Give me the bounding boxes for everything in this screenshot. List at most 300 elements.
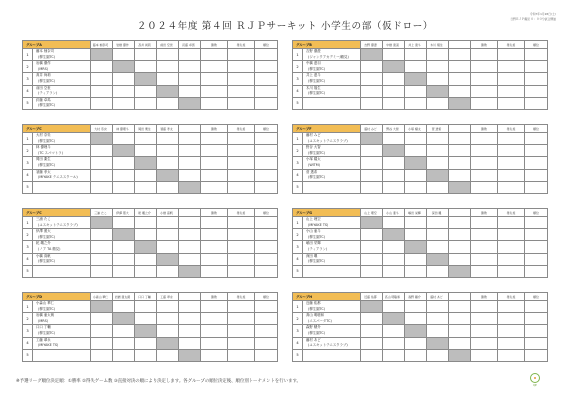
player-club: (ティアラン) — [308, 246, 328, 251]
column-header-win: 勝敗 — [471, 125, 498, 133]
player-name: 三浦 たこ — [36, 217, 51, 221]
player-number: 1 — [23, 301, 33, 313]
player-cell — [303, 241, 361, 253]
opponent-name: 木川 翔生 — [430, 42, 443, 47]
player-number: 1 — [23, 217, 33, 229]
column-header-win: 勝敗 — [201, 209, 228, 217]
win-cell — [201, 145, 228, 157]
player-number: 2 — [23, 61, 33, 73]
score-cell — [179, 253, 201, 265]
score-cell — [405, 265, 427, 277]
win-cell — [201, 157, 228, 169]
self-match-cell — [135, 73, 157, 85]
opponent-column-header — [361, 125, 383, 133]
win-cell — [201, 265, 228, 277]
player-cell — [303, 61, 361, 73]
rank-cell — [525, 253, 548, 265]
player-name: 井上 達斗 — [306, 73, 321, 78]
opponent-column-header — [405, 293, 427, 301]
column-header-games: 得失差 — [228, 41, 255, 49]
score-cell — [383, 157, 405, 169]
player-row — [293, 169, 548, 181]
player-cell — [303, 265, 361, 277]
score-cell — [91, 253, 113, 265]
player-club: (柳生園TC) — [308, 175, 326, 180]
score-cell — [361, 337, 383, 349]
player-cell — [33, 97, 91, 109]
score-cell — [135, 169, 157, 181]
group-header-row — [23, 41, 278, 49]
player-cell — [303, 217, 361, 229]
score-cell — [157, 61, 179, 73]
opponent-column-header — [135, 293, 157, 301]
player-club: (ノア TA 鶴見) — [38, 246, 61, 251]
score-cell — [405, 145, 427, 157]
self-match-cell — [383, 61, 405, 73]
player-number: 4 — [23, 337, 33, 349]
games-cell — [498, 49, 525, 61]
column-header-win: 勝敗 — [201, 41, 228, 49]
win-cell — [471, 181, 498, 193]
score-cell — [449, 241, 471, 253]
self-match-cell — [405, 241, 427, 253]
player-name: 小橋 高帆 — [36, 253, 51, 258]
score-cell — [113, 49, 135, 61]
games-cell — [498, 313, 525, 325]
player-name: 嶋田 栄輝 — [306, 241, 321, 246]
column-header-games: 得失差 — [228, 125, 255, 133]
score-cell — [157, 241, 179, 253]
win-cell — [471, 85, 498, 97]
win-cell — [471, 73, 498, 85]
player-number: 3 — [293, 157, 303, 169]
player-club: (柳生園TC) — [308, 306, 326, 311]
opponent-name: 髙山 明聡和 — [384, 294, 401, 299]
self-match-cell — [427, 253, 449, 265]
score-cell — [179, 325, 201, 337]
score-cell — [179, 133, 201, 145]
score-cell — [405, 133, 427, 145]
opponent-name: 岡田 栗生 — [138, 126, 151, 131]
score-cell — [405, 229, 427, 241]
opponent-name: 小森山 華仁 — [92, 294, 109, 299]
player-club: (柳生園TC) — [38, 78, 56, 83]
player-name: 藤村 あど — [306, 337, 321, 342]
opponent-name: 工藤 翠永 — [160, 294, 173, 299]
score-cell — [383, 217, 405, 229]
player-club: (MRS) — [38, 66, 49, 71]
score-cell — [383, 325, 405, 337]
score-cell — [91, 325, 113, 337]
games-cell — [228, 133, 255, 145]
score-cell — [361, 145, 383, 157]
player-name: 岩橋 亜太朗 — [36, 313, 55, 318]
player-row — [293, 217, 548, 229]
score-cell — [449, 61, 471, 73]
score-cell — [135, 253, 157, 265]
score-cell — [135, 337, 157, 349]
player-row — [23, 169, 278, 181]
score-cell — [361, 61, 383, 73]
player-number: 1 — [293, 217, 303, 229]
score-cell — [361, 265, 383, 277]
score-cell — [383, 85, 405, 97]
player-club: (柳生園TC) — [308, 330, 326, 335]
column-header-rank: 順位 — [525, 125, 548, 133]
win-cell — [201, 73, 228, 85]
games-cell — [498, 301, 525, 313]
player-number: 1 — [23, 133, 33, 145]
rank-cell — [525, 241, 548, 253]
rank-cell — [525, 325, 548, 337]
player-row — [293, 253, 548, 265]
score-cell — [113, 169, 135, 181]
win-cell — [201, 49, 228, 61]
games-cell — [228, 145, 255, 157]
score-cell — [135, 61, 157, 73]
player-number: 2 — [293, 313, 303, 325]
player-cell — [33, 241, 91, 253]
opponent-name: 前田 空世 — [160, 42, 173, 47]
player-cell — [33, 229, 91, 241]
rank-cell — [255, 85, 278, 97]
score-cell — [135, 133, 157, 145]
player-row — [293, 97, 548, 109]
opponent-column-header — [135, 209, 157, 217]
player-row — [23, 337, 278, 349]
games-cell — [498, 169, 525, 181]
self-match-cell — [427, 169, 449, 181]
opponent-name: 菅 透希 — [431, 126, 442, 131]
win-cell — [201, 241, 228, 253]
rank-cell — [525, 61, 548, 73]
player-row — [23, 157, 278, 169]
opponent-column-header — [405, 41, 427, 49]
score-cell — [113, 325, 135, 337]
score-cell — [361, 253, 383, 265]
player-club: (柳生園TC) — [38, 330, 56, 335]
rank-cell — [255, 49, 278, 61]
rank-cell — [255, 325, 278, 337]
player-row — [293, 181, 548, 193]
opponent-name: 乾 颯之介 — [138, 210, 151, 215]
score-cell — [91, 73, 113, 85]
opponent-column-header — [427, 293, 449, 301]
group-block — [292, 124, 547, 194]
self-match-cell — [361, 49, 383, 61]
opponent-name: 小塚 耀太 — [408, 126, 421, 131]
group-block — [22, 208, 277, 278]
score-cell — [449, 157, 471, 169]
player-cell — [303, 313, 361, 325]
player-number: 2 — [293, 145, 303, 157]
score-cell — [449, 73, 471, 85]
player-name: 菅 透希 — [306, 169, 318, 174]
player-club: (ユスキットテニスクラブ) — [308, 138, 348, 143]
score-cell — [405, 61, 427, 73]
rank-cell — [255, 169, 278, 181]
player-name: 工藤 翠永 — [36, 337, 51, 342]
player-cell — [303, 229, 361, 241]
player-number: 1 — [293, 301, 303, 313]
player-club: (ユスキットテニスクラブ) — [38, 222, 78, 227]
opponent-name: 井上 達斗 — [408, 42, 421, 47]
player-club: (柳生園TC) — [38, 103, 56, 108]
player-row — [293, 265, 548, 277]
player-cell — [303, 49, 361, 61]
win-cell — [471, 265, 498, 277]
win-cell — [201, 97, 228, 109]
score-cell — [427, 97, 449, 109]
player-row — [293, 49, 548, 61]
score-cell — [91, 313, 113, 325]
score-cell — [157, 325, 179, 337]
opponent-column-header — [135, 125, 157, 133]
player-number: 1 — [293, 133, 303, 145]
opponent-column-header — [113, 209, 135, 217]
group-table — [292, 208, 548, 278]
score-cell — [361, 325, 383, 337]
player-number: 4 — [293, 253, 303, 265]
opponent-name: 伊澤 照大 — [116, 210, 129, 215]
opponent-column-header — [361, 293, 383, 301]
score-cell — [135, 181, 157, 193]
score-cell — [361, 73, 383, 85]
score-cell — [157, 145, 179, 157]
player-club: (TC スパマトラ) — [38, 150, 63, 155]
games-cell — [228, 337, 255, 349]
player-cell — [33, 49, 91, 61]
group-block — [22, 124, 277, 194]
player-name: 伊澤 照大 — [36, 229, 51, 234]
group-name: グループH — [293, 293, 361, 301]
player-cell — [303, 325, 361, 337]
win-cell — [201, 253, 228, 265]
win-cell — [201, 301, 228, 313]
player-cell — [33, 313, 91, 325]
score-cell — [91, 97, 113, 109]
games-cell — [498, 229, 525, 241]
player-row — [293, 157, 548, 169]
score-cell — [361, 313, 383, 325]
player-cell — [33, 349, 91, 361]
win-cell — [471, 229, 498, 241]
player-row — [23, 85, 278, 97]
win-cell — [471, 349, 498, 361]
player-name: 口口 丁輔 — [36, 325, 51, 330]
player-name: 吉野 優澄 — [306, 49, 321, 53]
group-table — [22, 124, 278, 194]
score-cell — [427, 73, 449, 85]
player-cell — [303, 349, 361, 361]
player-club: (柳生園TC) — [308, 150, 326, 155]
player-club: (柳生園TC) — [38, 306, 56, 311]
self-match-cell — [449, 349, 471, 361]
score-cell — [427, 265, 449, 277]
player-number: 4 — [23, 253, 33, 265]
score-cell — [405, 97, 427, 109]
games-cell — [228, 241, 255, 253]
score-cell — [179, 241, 201, 253]
opponent-name: 嶋田 栄輝 — [408, 210, 421, 215]
score-cell — [449, 229, 471, 241]
rank-cell — [525, 73, 548, 85]
rank-cell — [255, 133, 278, 145]
score-cell — [179, 49, 201, 61]
score-cell — [427, 349, 449, 361]
self-match-cell — [449, 97, 471, 109]
player-name: 深田 颯 — [306, 253, 318, 258]
score-cell — [179, 169, 201, 181]
opponent-column-header — [361, 209, 383, 217]
games-cell — [228, 265, 255, 277]
player-row — [293, 85, 548, 97]
column-header-games: 得失差 — [498, 209, 525, 217]
player-cell — [33, 325, 91, 337]
player-name: 須藤 孝太 — [36, 169, 51, 174]
self-match-cell — [405, 73, 427, 85]
player-row — [293, 301, 548, 313]
score-cell — [91, 229, 113, 241]
rank-cell — [525, 217, 548, 229]
score-cell — [361, 241, 383, 253]
rank-cell — [255, 157, 278, 169]
score-cell — [449, 217, 471, 229]
self-match-cell — [157, 85, 179, 97]
win-cell — [471, 133, 498, 145]
player-club: (MRS) — [38, 318, 49, 323]
win-cell — [471, 241, 498, 253]
score-cell — [91, 85, 113, 97]
opponent-name: 大村 奈央 — [94, 126, 107, 131]
win-cell — [471, 157, 498, 169]
group-header-row — [23, 125, 278, 133]
opponent-name: 釘藤 卓馬 — [182, 42, 195, 47]
games-cell — [228, 181, 255, 193]
score-cell — [405, 49, 427, 61]
player-cell — [303, 157, 361, 169]
player-cell — [303, 253, 361, 265]
win-cell — [201, 85, 228, 97]
player-number: 4 — [23, 169, 33, 181]
score-cell — [383, 265, 405, 277]
score-cell — [157, 73, 179, 85]
player-row — [23, 61, 278, 73]
self-match-cell — [179, 181, 201, 193]
opponent-column-header — [427, 209, 449, 217]
score-cell — [383, 49, 405, 61]
games-cell — [228, 169, 255, 181]
player-cell — [303, 85, 361, 97]
column-header-rank: 順位 — [255, 41, 278, 49]
score-cell — [361, 181, 383, 193]
group-name: グループA — [23, 41, 91, 49]
score-cell — [179, 313, 201, 325]
player-cell — [33, 301, 91, 313]
games-cell — [498, 337, 525, 349]
score-cell — [383, 241, 405, 253]
player-number: 3 — [23, 157, 33, 169]
group-name: グループD — [23, 293, 91, 301]
player-number: 5 — [23, 181, 33, 193]
win-cell — [471, 313, 498, 325]
self-match-cell — [383, 313, 405, 325]
column-header-win: 勝敗 — [471, 41, 498, 49]
rank-cell — [255, 241, 278, 253]
opponent-name: 野谷 大智 — [386, 126, 399, 131]
score-cell — [427, 61, 449, 73]
player-number: 5 — [293, 181, 303, 193]
player-name: 乾 颯之介 — [36, 241, 51, 246]
group-name: グループC — [23, 209, 91, 217]
opponent-name: 吉野 優澄 — [364, 42, 377, 47]
win-cell — [201, 169, 228, 181]
player-number: 1 — [23, 49, 33, 61]
opponent-column-header — [157, 125, 179, 133]
player-club: (柳生園TC) — [308, 234, 326, 239]
player-row — [23, 133, 278, 145]
opponent-name: 岩橋 優作 — [116, 42, 129, 47]
games-cell — [498, 253, 525, 265]
score-cell — [405, 313, 427, 325]
group-table — [22, 208, 278, 278]
rank-cell — [525, 97, 548, 109]
group-header-row — [23, 209, 278, 217]
opponent-column-header — [91, 41, 113, 49]
player-row — [23, 301, 278, 313]
self-match-cell — [113, 313, 135, 325]
win-cell — [201, 133, 228, 145]
group-name: グループF — [293, 125, 361, 133]
opponent-column-header — [157, 209, 179, 217]
score-cell — [135, 313, 157, 325]
opponent-name: 藤村 あど — [430, 294, 443, 299]
opponent-name: 小橋 高帆 — [160, 210, 173, 215]
score-cell — [113, 181, 135, 193]
meta-date: 令和7年1月28日(土) — [529, 12, 556, 16]
opponent-column-header — [179, 293, 201, 301]
player-number: 5 — [23, 97, 33, 109]
score-cell — [361, 97, 383, 109]
group-header-row — [293, 209, 548, 217]
games-cell — [228, 313, 255, 325]
player-name: 小森山 華仁 — [36, 301, 55, 305]
group-name: グループG — [293, 209, 361, 217]
score-cell — [91, 169, 113, 181]
column-header-games: 得失差 — [498, 293, 525, 301]
score-cell — [427, 325, 449, 337]
score-cell — [427, 301, 449, 313]
games-cell — [228, 73, 255, 85]
player-name: 髙井 尚莉 — [36, 73, 51, 78]
opponent-column-header — [113, 41, 135, 49]
score-cell — [91, 145, 113, 157]
score-cell — [449, 85, 471, 97]
player-cell — [33, 85, 91, 97]
score-cell — [383, 301, 405, 313]
opponent-column-header — [383, 125, 405, 133]
score-cell — [91, 349, 113, 361]
games-cell — [228, 349, 255, 361]
score-cell — [427, 217, 449, 229]
score-cell — [427, 181, 449, 193]
self-match-cell — [179, 265, 201, 277]
win-cell — [471, 253, 498, 265]
win-cell — [201, 313, 228, 325]
player-club: (柳生園TC) — [38, 259, 56, 264]
opponent-column-header — [113, 293, 135, 301]
win-cell — [201, 229, 228, 241]
